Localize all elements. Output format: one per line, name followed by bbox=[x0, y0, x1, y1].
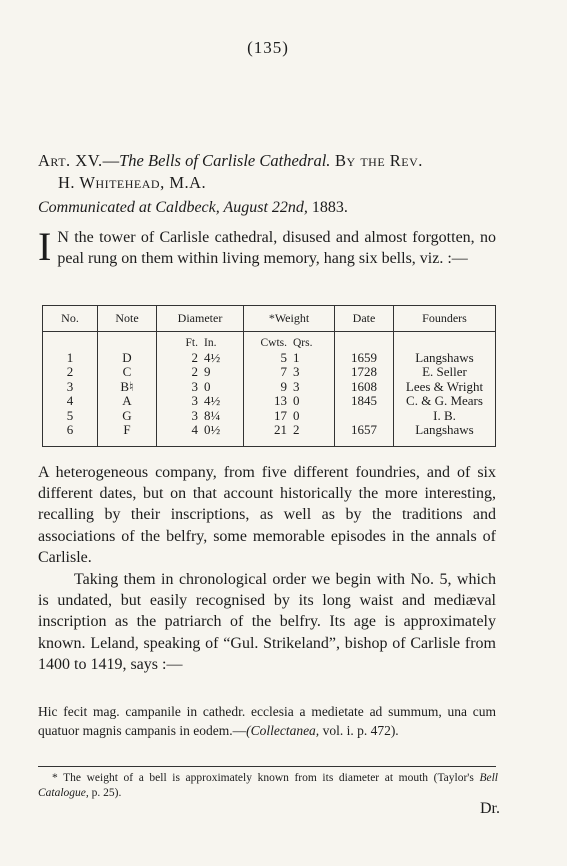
cell-no: 2 bbox=[66, 364, 74, 379]
cell-diameter bbox=[157, 409, 244, 424]
cell-founder: I. B. bbox=[394, 409, 496, 424]
cell-ft: 4 bbox=[191, 422, 198, 437]
unit-ft: Ft. bbox=[185, 337, 198, 349]
cell-weight bbox=[244, 351, 335, 366]
cell-note: D bbox=[98, 351, 157, 366]
cell-in: 8¼ bbox=[204, 407, 221, 423]
footnote-book: Bell Catalogue, bbox=[38, 772, 498, 799]
cell-qrs: 2 bbox=[293, 422, 300, 437]
table-row bbox=[43, 380, 496, 395]
article-number: Art. XV. bbox=[38, 151, 103, 170]
cell-date: 1728 bbox=[335, 365, 394, 380]
cell-weight bbox=[244, 423, 335, 446]
cell-note: F bbox=[98, 423, 157, 446]
cell-qrs: 1 bbox=[293, 349, 300, 365]
communicated-line bbox=[38, 199, 498, 217]
footnote-ref: p. 25). bbox=[88, 787, 122, 799]
cell-founder: C. & G. Mears bbox=[394, 394, 496, 409]
unit-cwts: Cwts. bbox=[260, 337, 287, 349]
cell-note: C bbox=[98, 365, 157, 380]
cell-date: 1659 bbox=[335, 351, 394, 366]
cell-qrs: 3 bbox=[293, 378, 300, 394]
cell-qrs: 0 bbox=[293, 407, 300, 423]
cell-note: A bbox=[98, 394, 157, 409]
paragraph-chronological: Taking them in chronological order we begin with No. 5, which is undated, but easily recognised by its long waist and mediæval inscription as the patriarch of the belfry. Its age is approximately known. Leland, speaking of “Gul. Strikeland”, bishop of Carlisle from 1400 to 1419, says :— bbox=[38, 571, 496, 673]
cell-weight bbox=[244, 409, 335, 424]
footnote bbox=[38, 771, 498, 801]
cell-cwts: 21 bbox=[274, 422, 287, 437]
cell-founder: Langshaws bbox=[394, 351, 496, 366]
cell-no: 3 bbox=[66, 378, 74, 394]
units-row bbox=[43, 332, 496, 351]
cell-note: B♮ bbox=[98, 380, 157, 395]
page-number: (135) bbox=[247, 38, 289, 57]
cell-cwts: 13 bbox=[274, 393, 287, 408]
cell-no: 6 bbox=[66, 422, 74, 437]
footnote-rule bbox=[38, 766, 496, 767]
intro-paragraph bbox=[38, 224, 496, 269]
paragraph-heterogeneous: A heterogeneous company, from five different foundries, and of six different dates, but on that account historically the more interesting, recalling by their inscriptions, as well as by the traditions and associations of the belfry, some memorable episodes in the annals of Carlisle. bbox=[38, 464, 496, 566]
header-diameter: Diameter bbox=[157, 306, 244, 332]
cell-cwts: 17 bbox=[274, 407, 287, 423]
table-row bbox=[43, 423, 496, 446]
cell-diameter bbox=[157, 351, 244, 366]
header-no: No. bbox=[43, 306, 98, 332]
cell-date: 1608 bbox=[335, 380, 394, 395]
quote-text: Hic fecit mag. campanile in cathedr. ecclesia a medietate ad summum, una cum quatuor magnis campanis in eodem.— bbox=[38, 704, 496, 738]
cell-ft: 2 bbox=[191, 364, 198, 379]
unit-qrs: Qrs. bbox=[293, 337, 313, 349]
cell-diameter bbox=[157, 380, 244, 395]
article-heading: The Bells of Carlisle Cathedral. bbox=[119, 151, 331, 170]
cell-date: 1845 bbox=[335, 394, 394, 409]
bells-table bbox=[42, 305, 496, 447]
cell-in: 4½ bbox=[204, 393, 221, 408]
units-blank-date bbox=[335, 332, 394, 351]
cell-diameter bbox=[157, 394, 244, 409]
catchword: Dr. bbox=[480, 800, 500, 817]
cell-founder: Lees & Wright bbox=[394, 380, 496, 395]
cell-qrs: 3 bbox=[293, 364, 300, 379]
footnote-text: * The weight of a bell is approximately known from its diameter at mouth (Taylor's bbox=[52, 772, 480, 784]
article-by: By the Rev. bbox=[330, 151, 423, 170]
header-note: Note bbox=[98, 306, 157, 332]
cell-in: 0½ bbox=[204, 422, 221, 437]
cell-ft: 3 bbox=[191, 407, 198, 423]
units-blank-note bbox=[98, 332, 157, 351]
quote-source: (Collectanea, bbox=[246, 722, 320, 738]
table-row bbox=[43, 409, 496, 424]
title-dash: — bbox=[102, 151, 120, 170]
cell-cwts: 5 bbox=[280, 349, 287, 365]
cell-founder: E. Seller bbox=[394, 365, 496, 380]
cell-no: 4 bbox=[66, 393, 74, 408]
intro-text: N the tower of Carlisle cathedral, disused and almost forgotten, no peal rung on them within living memory, hang six bells, viz. :— bbox=[57, 229, 496, 267]
table-row bbox=[43, 351, 496, 366]
cell-weight bbox=[244, 380, 335, 395]
article-author: H. Whitehead, M.A. bbox=[58, 173, 207, 192]
cell-weight bbox=[244, 365, 335, 380]
cell-in: 0 bbox=[204, 378, 211, 394]
communicated-text: Communicated at Caldbeck, August 22nd, bbox=[38, 199, 308, 216]
cell-ft: 3 bbox=[191, 378, 198, 394]
quote-ref: vol. i. p. 472). bbox=[319, 722, 399, 738]
cell-note: G bbox=[98, 409, 157, 424]
cell-cwts: 9 bbox=[280, 378, 287, 394]
cell-ft: 2 bbox=[191, 349, 198, 365]
article-title bbox=[38, 150, 500, 194]
cell-cwts: 7 bbox=[280, 364, 287, 379]
cell-date bbox=[335, 409, 394, 424]
header-weight: *Weight bbox=[244, 306, 335, 332]
latin-quote bbox=[38, 703, 496, 740]
drop-cap: I bbox=[38, 224, 52, 269]
cell-qrs: 0 bbox=[293, 393, 300, 408]
cell-no: 5 bbox=[66, 407, 74, 423]
weight-units bbox=[244, 332, 335, 351]
diameter-units bbox=[157, 332, 244, 351]
cell-diameter bbox=[157, 423, 244, 446]
units-blank-no bbox=[43, 332, 98, 351]
table-row bbox=[43, 394, 496, 409]
cell-ft: 3 bbox=[191, 393, 198, 408]
cell-founder: Langshaws bbox=[394, 423, 496, 446]
cell-in: 4½ bbox=[204, 349, 221, 365]
table-header-row bbox=[43, 306, 496, 332]
units-blank-founder bbox=[394, 332, 496, 351]
unit-in: In. bbox=[204, 337, 217, 349]
communicated-year: 1883. bbox=[307, 199, 348, 216]
cell-in: 9 bbox=[204, 364, 211, 379]
header-founders: Founders bbox=[394, 306, 496, 332]
cell-date: 1657 bbox=[335, 423, 394, 446]
cell-diameter bbox=[157, 365, 244, 380]
table-row bbox=[43, 365, 496, 380]
header-date: Date bbox=[335, 306, 394, 332]
cell-weight bbox=[244, 394, 335, 409]
cell-no: 1 bbox=[66, 349, 74, 365]
